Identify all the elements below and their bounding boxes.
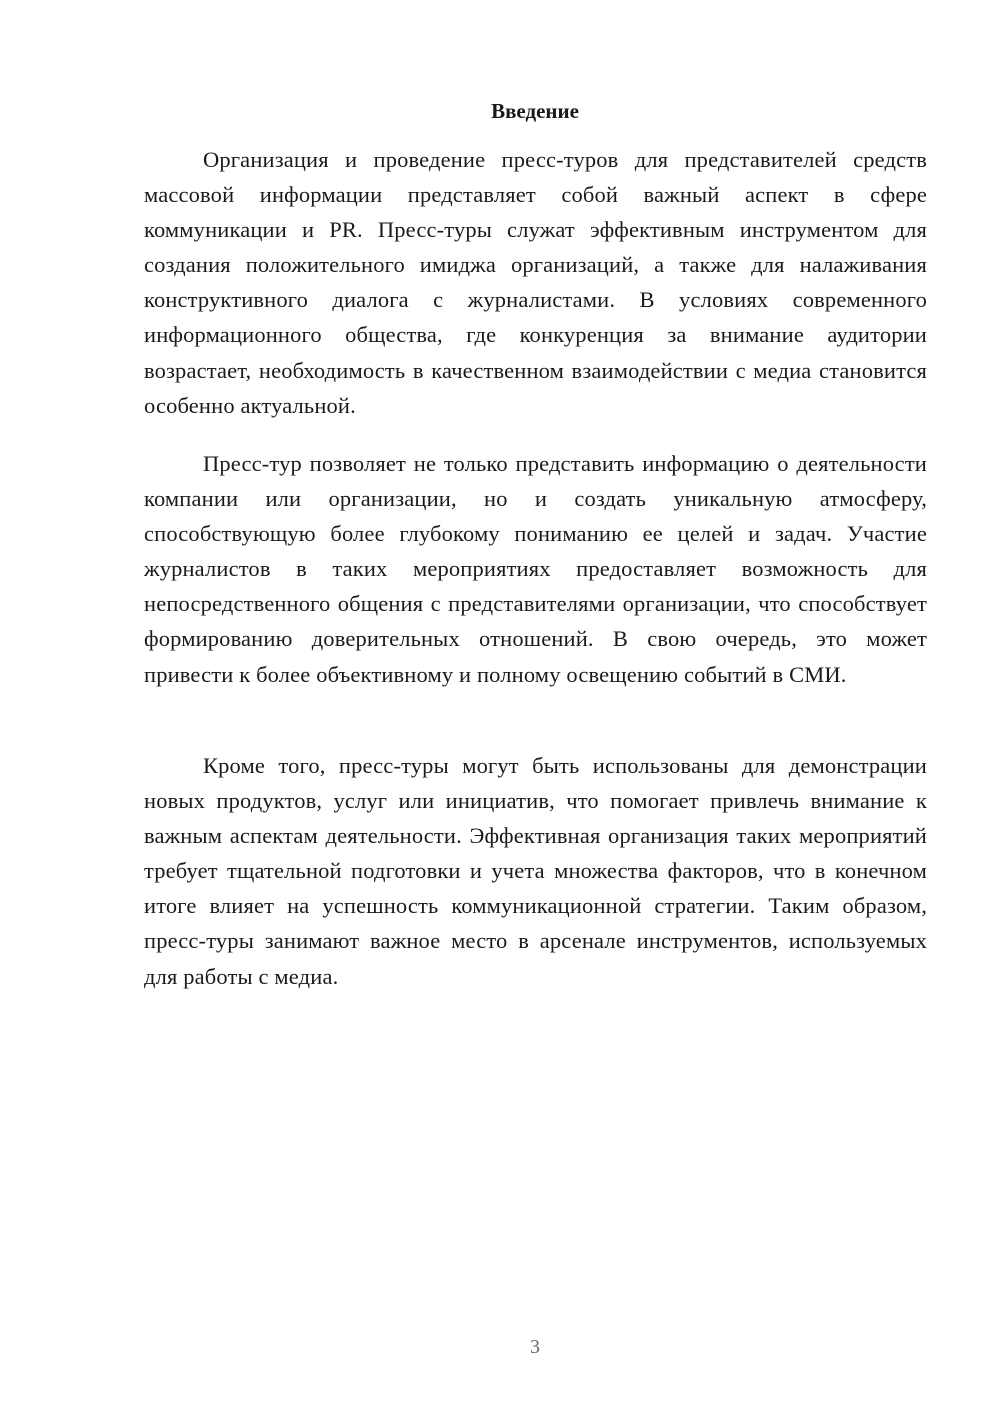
paragraph-introduction: Организация и проведение пресс-туров для представителей средств массовой информации представляет собой важный аспект в сфере коммуникации и PR. Пресс-туры служат эффективным инструментом для создания положительного имиджа организаций, а также для налаживания конструктивного диалога с журналистами. В условиях современного информационного общества, где конкуренция за внимание аудитории возрастает, необходимость в качественном взаимодействии с медиа становится особенно актуальной. [144, 147, 927, 418]
paragraph-press-tour-purpose: Пресс-тур позволяет не только представить информацию о деятельности компании или организации, но и создать уникальную атмосферу, способствующую более глубокому пониманию ее целей и задач. Участие журналистов в таких мероприятиях предоставляет возможность для непосредственного общения с представителями организации, что способствует формированию доверительных отношений. В свою очередь, это может привести к более объективному и полному освещению событий в СМИ. [144, 451, 927, 687]
section-heading: Введение [491, 99, 579, 123]
page-number: 3 [530, 1336, 540, 1358]
paragraph-press-tour-uses: Кроме того, пресс-туры могут быть использованы для демонстрации новых продуктов, услуг или инициатив, что помогает привлечь внимание к важным аспектам деятельности. Эффективная организация таких мероприятий требует тщательной подготовки и учета множества факторов, что в конечном итоге влияет на успешность коммуникационной стратегии. Таким образом, пресс-туры занимают важное место в арсенале инструментов, используемых для работы с медиа. [144, 753, 927, 989]
